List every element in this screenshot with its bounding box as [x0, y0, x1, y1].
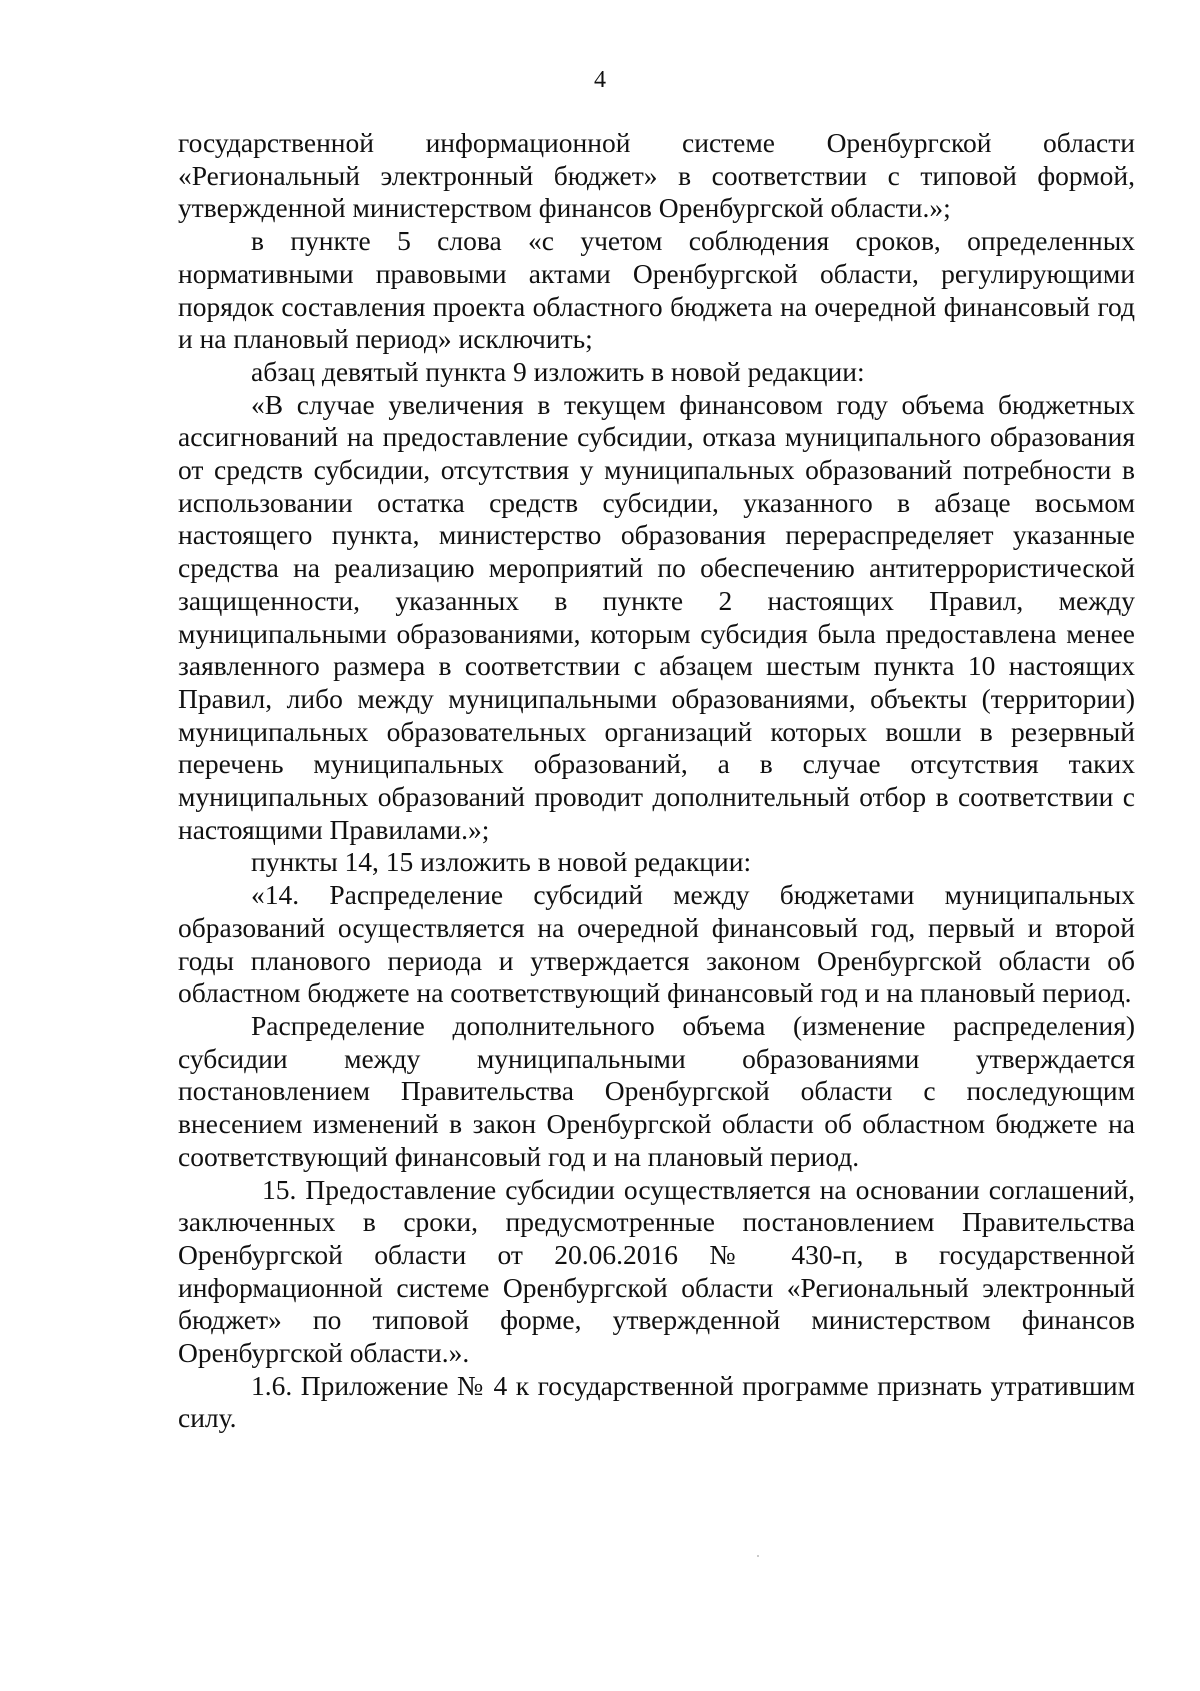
paragraph-clause-14-distribution: Распределение дополнительного объема (изменение распределения) субсидии между муниципальными образованиями утверждается постановлением Правительства Оренбургской области с последующим внесением изменений в закон Оренбургской области об областном бюджете на соответствующий финансовый год и на плановый период.: [178, 1009, 1135, 1172]
paragraph-clause-9-intro: абзац девятый пункта 9 изложить в новой редакции:: [251, 355, 865, 387]
paragraph-clauses-14-15-intro: пункты 14, 15 изложить в новой редакции:: [251, 846, 752, 878]
paragraph-continuation: государственной информационной системе Оренбургской области «Региональный электронный бюджет» в соответствии с типовой формой, утвержденной министерством финансов Оренбургской области.»;: [178, 127, 1135, 224]
paragraph-clause-14: «14. Распределение субсидий между бюджетами муниципальных образований осуществляется на очередной финансовый год, первый и второй годы планового периода и утверждается законом Оренбургской области об областном бюджете на соответствующий финансовый год и на плановый период.: [178, 879, 1135, 1009]
paragraph-clause-5: в пункте 5 слова «с учетом соблюдения сроков, определенных нормативными правовыми актами Оренбургской области, регулирующими порядок составления проекта областного бюджета на очередной финансовый год и на плановый период» исключить;: [178, 225, 1135, 355]
page-number: 4: [594, 67, 606, 93]
paragraph-item-1-6: 1.6. Приложение № 4 к государственной программе признать утратившим силу.: [178, 1369, 1135, 1434]
paragraph-clause-15: 15. Предоставление субсидии осуществляется на основании соглашений, заключенных в сроки, предусмотренные постановлением Правительства Оренбургской области от 20.06.2016 № 430-п, в государственной информационной системе Оренбургской области «Региональный электронный бюджет» по типовой форме, утвержденной министерством финансов Оренбургской области.».: [178, 1173, 1135, 1369]
document-body: [178, 127, 1135, 1435]
paragraph-clause-9-text: «В случае увеличения в текущем финансовом году объема бюджетных ассигнований на предоставление субсидии, отказа муниципального образования от средств субсидии, отсутствия у муниципальных образований потребности в использовании остатка средств субсидии, указанного в абзаце восьмом настоящего пункта, министерство образования перераспределяет указанные средства на реализацию мероприятий по обеспечению антитеррористической защищенности, указанных в пункте 2 настоящих Правил, между муниципальными образованиями, которым субсидия была предоставлена менее заявленного размера в соответствии с абзацем шестым пункта 10 настоящих Правил, либо между муниципальными образованиями, объекты (территории) муниципальных образовательных организаций которых вошли в резервный перечень муниципальных образований, а в случае отсутствия таких муниципальных образований проводит дополнительный отбор в соответствии с настоящими Правилами.»;: [178, 388, 1135, 845]
scan-speck: [757, 1555, 759, 1557]
